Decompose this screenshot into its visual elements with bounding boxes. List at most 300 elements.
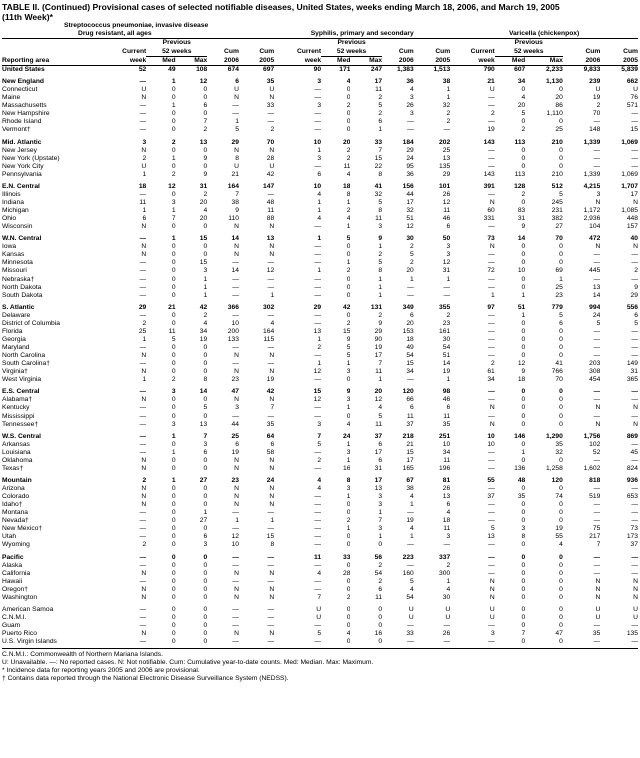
value-cell: 3 [346,368,351,376]
value-cell: 33 [374,138,383,146]
value-cell: 1 [270,517,275,525]
value-cell: — [488,154,495,162]
value-cell: 1,339 [583,170,601,178]
value-cell: N [141,501,147,509]
value-cell: 26 [442,190,451,198]
value-cell: 27 [199,517,208,525]
reporting-area-cell: Vermont† [2,126,31,134]
value-cell: 300 [439,569,451,577]
value-cell: — [139,525,147,533]
value-cell: 1,756 [583,432,601,440]
value-cell: 0 [171,126,176,134]
value-cell: 14 [199,388,208,396]
reporting-area-cell: South Dakota [2,291,43,299]
value-cell: 35 [266,420,275,428]
reporting-area-cell: North Carolina [2,352,46,360]
value-cell: 18 [138,182,147,190]
value-cell: 0 [521,638,526,646]
value-cell: 101 [439,182,451,190]
value-cell: N [269,456,275,464]
value-cell: — [593,517,601,525]
value-cell: 0 [203,223,208,231]
value-cell: 8 [378,267,383,275]
value-cell: 35 [517,493,526,501]
reporting-area-cell: W.S. Central [2,432,42,440]
value-cell: N [234,223,239,231]
value-cell: — [232,344,239,352]
value-cell: 23 [231,476,239,484]
value-cell: N [269,352,275,360]
value-cell: — [314,259,322,267]
region-row [2,235,638,243]
value-cell: 34 [517,78,526,86]
value-cell: 49 [406,344,414,352]
value-cell: 0 [171,86,176,94]
value-cell: N [141,630,147,638]
value-cell: 8 [346,476,351,484]
col-header-2: Med [146,56,175,65]
value-cell: 0 [203,605,208,613]
value-cell: 33 [342,553,351,561]
value-cell: — [631,344,638,352]
value-cell: 2 [203,311,208,319]
value-cell: 23 [231,376,239,384]
value-cell: 1,602 [583,464,601,472]
value-cell: 0 [559,154,563,162]
value-cell: 239 [589,78,601,86]
value-cell: 1 [446,86,451,94]
table-row [2,368,638,376]
value-cell: 0 [171,456,176,464]
value-cell: 64 [266,432,275,440]
value-cell: — [139,110,147,118]
reporting-area-cell: New England [2,78,44,86]
table-row [2,312,638,320]
value-cell: 0 [203,569,208,577]
value-cell: — [488,456,495,464]
value-cell: 14 [231,267,239,275]
value-cell: 44 [231,420,239,428]
value-cell: 0 [559,146,563,154]
value-cell: 74 [555,493,563,501]
value-cell: — [631,251,638,259]
value-cell: 8 [270,541,275,549]
value-cell: 19 [374,344,383,352]
value-cell: — [631,517,638,525]
value-cell: — [139,291,147,299]
value-cell: N [234,464,239,472]
value-cell: — [593,561,601,569]
value-cell: 47 [231,388,239,396]
value-cell: 22 [374,162,383,170]
value-cell: — [488,352,495,360]
value-cell: — [488,553,495,561]
value-cell: 1 [203,509,208,517]
value-cell: 2 [270,126,275,134]
value-cell: 9 [346,335,351,343]
value-cell: — [488,622,495,630]
value-cell: 3 [446,251,451,259]
value-cell: 32 [555,448,563,456]
value-cell: 4 [346,170,351,178]
value-cell: 0 [346,311,351,319]
value-cell: 6 [203,533,208,541]
value-cell: 13 [313,327,322,335]
value-cell: 6 [378,585,383,593]
value-cell: 2 [346,593,351,601]
value-cell: 0 [203,110,208,118]
value-cell: 1,172 [583,207,601,215]
value-cell: 0 [171,404,176,412]
value-cell: 46 [442,215,451,223]
value-cell: — [488,190,495,198]
value-cell: 936 [626,476,638,484]
value-cell: 1 [446,376,451,384]
value-cell: 0 [203,593,208,601]
value-cell: 697 [263,66,275,74]
value-cell: 331 [483,215,495,223]
value-cell: 2 [446,561,451,569]
value-cell: 0 [521,162,526,170]
value-cell: 0 [171,440,176,448]
reporting-area-cell: Virginia† [2,368,28,376]
value-cell: 247 [370,66,383,74]
value-cell: 0 [521,456,526,464]
value-cell: — [314,126,322,134]
value-cell: 0 [521,420,526,428]
value-cell: — [139,404,147,412]
value-cell: 0 [521,404,526,412]
value-cell: U [141,162,147,170]
value-cell: N [595,198,601,206]
value-cell: — [267,259,275,267]
value-cell: 8 [378,207,383,215]
table-row [2,215,638,223]
value-cell: 2 [491,360,495,368]
value-cell: — [139,360,147,368]
value-cell: 0 [521,622,526,630]
value-cell: 3 [378,223,383,231]
value-cell: 0 [559,352,563,360]
table-body [2,66,638,647]
value-cell: 0 [171,577,176,585]
column-header-row [2,56,638,65]
value-cell: — [314,561,322,569]
reporting-area-cell: New York City [2,162,44,170]
value-cell: — [139,440,147,448]
value-cell: 149 [626,360,638,368]
value-cell: 0 [378,638,383,646]
value-cell: 9,833 [583,66,601,74]
value-cell: — [232,561,239,569]
value-cell: — [488,561,495,569]
value-cell: 23 [442,319,451,327]
value-cell: N [633,404,638,412]
value-cell: 13 [487,533,495,541]
value-cell: N [595,585,601,593]
value-cell: — [267,509,275,517]
value-cell: 11 [168,327,176,335]
value-cell: — [488,283,495,291]
value-cell: 32 [374,190,383,198]
value-cell: 818 [589,476,601,484]
title-line-1: TABLE II. (Continued) Provisional cases of selected notifiable diseases, United States, weeks ending March 18, 2006, and March 19, 2005 [2,2,560,12]
value-cell: 31 [199,182,208,190]
value-cell: 0 [559,517,563,525]
value-cell: 67 [406,476,414,484]
value-cell: 0 [171,311,176,319]
table-row [2,614,638,622]
value-cell: — [593,622,601,630]
value-cell: 1,110 [546,110,563,118]
value-cell: 0 [171,344,176,352]
value-cell: 0 [521,86,526,94]
value-cell: U [633,605,638,613]
footnote-nedss: † Contains data reported through the National Electronic Disease Surveillance System (NEDSS). [2,674,289,682]
value-cell: 1 [346,223,351,231]
value-cell: 2 [142,319,147,327]
value-cell: — [631,509,638,517]
value-cell: 2 [378,94,383,102]
value-cell: 29 [374,327,383,335]
value-cell: 1 [317,207,322,215]
value-cell: 8 [203,376,208,384]
reporting-area-cell: Pennsylvania [2,170,42,178]
value-cell: 30 [406,235,414,243]
value-cell: N [269,501,275,509]
value-cell: 35 [442,420,451,428]
value-cell: 1 [317,335,322,343]
value-cell: N [141,593,147,601]
value-cell: 0 [346,541,351,549]
value-cell: 0 [559,327,563,335]
value-cell: 97 [487,303,495,311]
value-cell: 13 [374,485,383,493]
reporting-area-cell: C.N.M.I. [2,613,27,621]
value-cell: — [488,464,495,472]
value-cell: 7 [317,432,322,440]
value-cell: 0 [559,344,563,352]
value-cell: 1 [171,102,176,110]
value-cell: 3 [446,243,451,251]
table-row [2,191,638,199]
value-cell: N [141,251,147,259]
value-cell: 14 [517,235,526,243]
value-cell: 56 [374,553,383,561]
value-cell: 0 [559,561,563,569]
table-row [2,126,638,134]
value-cell: — [314,464,322,472]
value-cell: 0 [521,569,526,577]
value-cell: N [234,243,239,251]
reporting-area-cell: Florida [2,327,23,335]
value-cell: — [139,448,147,456]
value-cell: 210 [551,170,563,178]
value-cell: — [488,275,495,283]
value-cell: — [593,146,601,154]
value-cell: 1 [378,275,383,283]
value-cell: — [139,553,147,561]
value-cell: N [234,396,239,404]
region-row [2,78,638,86]
value-cell: U [316,605,322,613]
table-row [2,638,638,646]
value-cell: 37 [374,432,383,440]
value-cell: 0 [521,485,526,493]
value-cell: — [488,94,495,102]
col-header-8: Max [350,56,382,65]
value-cell: 448 [626,215,638,223]
value-cell: 31 [442,267,451,275]
value-cell: 10 [517,267,526,275]
value-cell: 1 [171,207,176,215]
value-cell: 0 [559,593,563,601]
value-cell: — [139,577,147,585]
value-cell: 3 [317,154,322,162]
value-cell: 1 [378,376,383,384]
value-cell: — [267,577,275,585]
value-cell: 0 [521,517,526,525]
value-cell: 349 [402,303,414,311]
value-cell: 0 [171,190,176,198]
value-cell: — [267,190,275,198]
value-cell: 662 [626,78,638,86]
value-cell: 5 [378,102,383,110]
reporting-area-cell: Michigan [2,207,29,215]
value-cell: 0 [521,259,526,267]
value-cell: — [488,335,495,343]
value-cell: 7 [235,190,239,198]
value-cell: N [595,420,601,428]
value-cell: 779 [551,303,563,311]
value-cell: 11 [443,207,451,215]
value-cell: 18 [442,517,451,525]
value-cell: 12 [168,182,176,190]
value-cell: N [141,352,147,360]
footnote-legend: U: Unavailable. —: No reported cases. N: Not notifiable. Cum: Cumulative year-to-date counts. Med: Median. Max: Maximum. [2,659,374,667]
value-cell: 73 [487,235,495,243]
value-cell: 0 [521,327,526,335]
value-cell: 61 [487,368,495,376]
value-cell: N [269,585,275,593]
value-cell: 0 [171,243,176,251]
value-cell: 0 [521,146,526,154]
value-cell: 674 [227,66,239,74]
col-header-13: Max [525,56,563,65]
reporting-area-cell: Wyoming [2,541,30,549]
value-cell: 0 [171,493,176,501]
value-cell: 203 [589,360,601,368]
value-cell: — [267,622,275,630]
value-cell: 54 [406,593,414,601]
value-cell: 4,215 [583,182,601,190]
value-cell: — [139,561,147,569]
value-cell: 54 [442,344,451,352]
value-cell: 25 [442,146,451,154]
value-cell: 0 [521,396,526,404]
value-cell: 51 [442,352,451,360]
value-cell: 2 [378,251,383,259]
value-cell: 2 [346,154,351,162]
value-cell: 1,258 [546,464,563,472]
value-cell: — [314,541,322,549]
value-cell: 20 [199,198,208,206]
value-cell: 251 [439,432,451,440]
value-cell: 4 [446,585,451,593]
value-cell: 11 [375,215,383,223]
value-cell: 302 [263,303,275,311]
value-cell: — [593,396,601,404]
previous-label-1: Previous [162,39,191,47]
disease-header-row [2,22,638,39]
value-cell: 10 [313,138,322,146]
value-cell: 2 [142,154,147,162]
reporting-area-cell: Nevada† [2,517,29,525]
value-cell: 218 [402,432,414,440]
value-cell: 15 [406,360,414,368]
value-cell: — [593,251,601,259]
value-cell: 4 [317,215,322,223]
value-cell: 3 [378,501,383,509]
value-cell: 1 [142,170,147,178]
value-cell: 136 [514,464,526,472]
value-cell: N [633,577,638,585]
value-cell: 25 [231,432,239,440]
value-cell: 0 [521,605,526,613]
value-cell: — [407,509,414,517]
value-cell: — [488,396,495,404]
value-cell: 54 [374,569,383,577]
value-cell: 4 [410,493,414,501]
value-cell: 3 [410,94,414,102]
value-cell: 12 [442,259,451,267]
value-cell: 20 [374,388,383,396]
value-cell: 52 [138,66,147,74]
value-cell: 15 [266,533,275,541]
value-cell: 17 [374,448,383,456]
value-cell: 0 [203,368,208,376]
value-cell: — [267,283,275,291]
value-cell: — [232,525,239,533]
value-cell: 0 [521,388,526,396]
value-cell: — [631,118,638,126]
value-cell: 11 [375,593,383,601]
col-header-4: 2006 [207,56,239,65]
value-cell: 42 [342,303,351,311]
value-cell: 1 [346,259,351,267]
value-cell: 3 [491,630,495,638]
reporting-area-cell: W.N. Central [2,235,42,243]
value-cell: 153 [402,327,414,335]
value-cell: 0 [203,456,208,464]
value-cell: N [141,243,147,251]
value-cell: 37 [406,420,414,428]
value-cell: 5 [171,335,176,343]
value-cell: 52 [592,448,601,456]
value-cell: — [139,517,147,525]
value-cell: 58 [266,448,275,456]
reporting-area-cell: Oklahoma [2,456,33,464]
value-cell: U [234,86,239,94]
value-cell: 16 [342,464,351,472]
value-cell: 8 [235,154,239,162]
value-cell: U [489,86,495,94]
value-cell: — [593,275,601,283]
value-cell: N [141,569,147,577]
table-row [2,320,638,328]
value-cell: 6 [317,170,322,178]
value-cell: — [232,622,239,630]
